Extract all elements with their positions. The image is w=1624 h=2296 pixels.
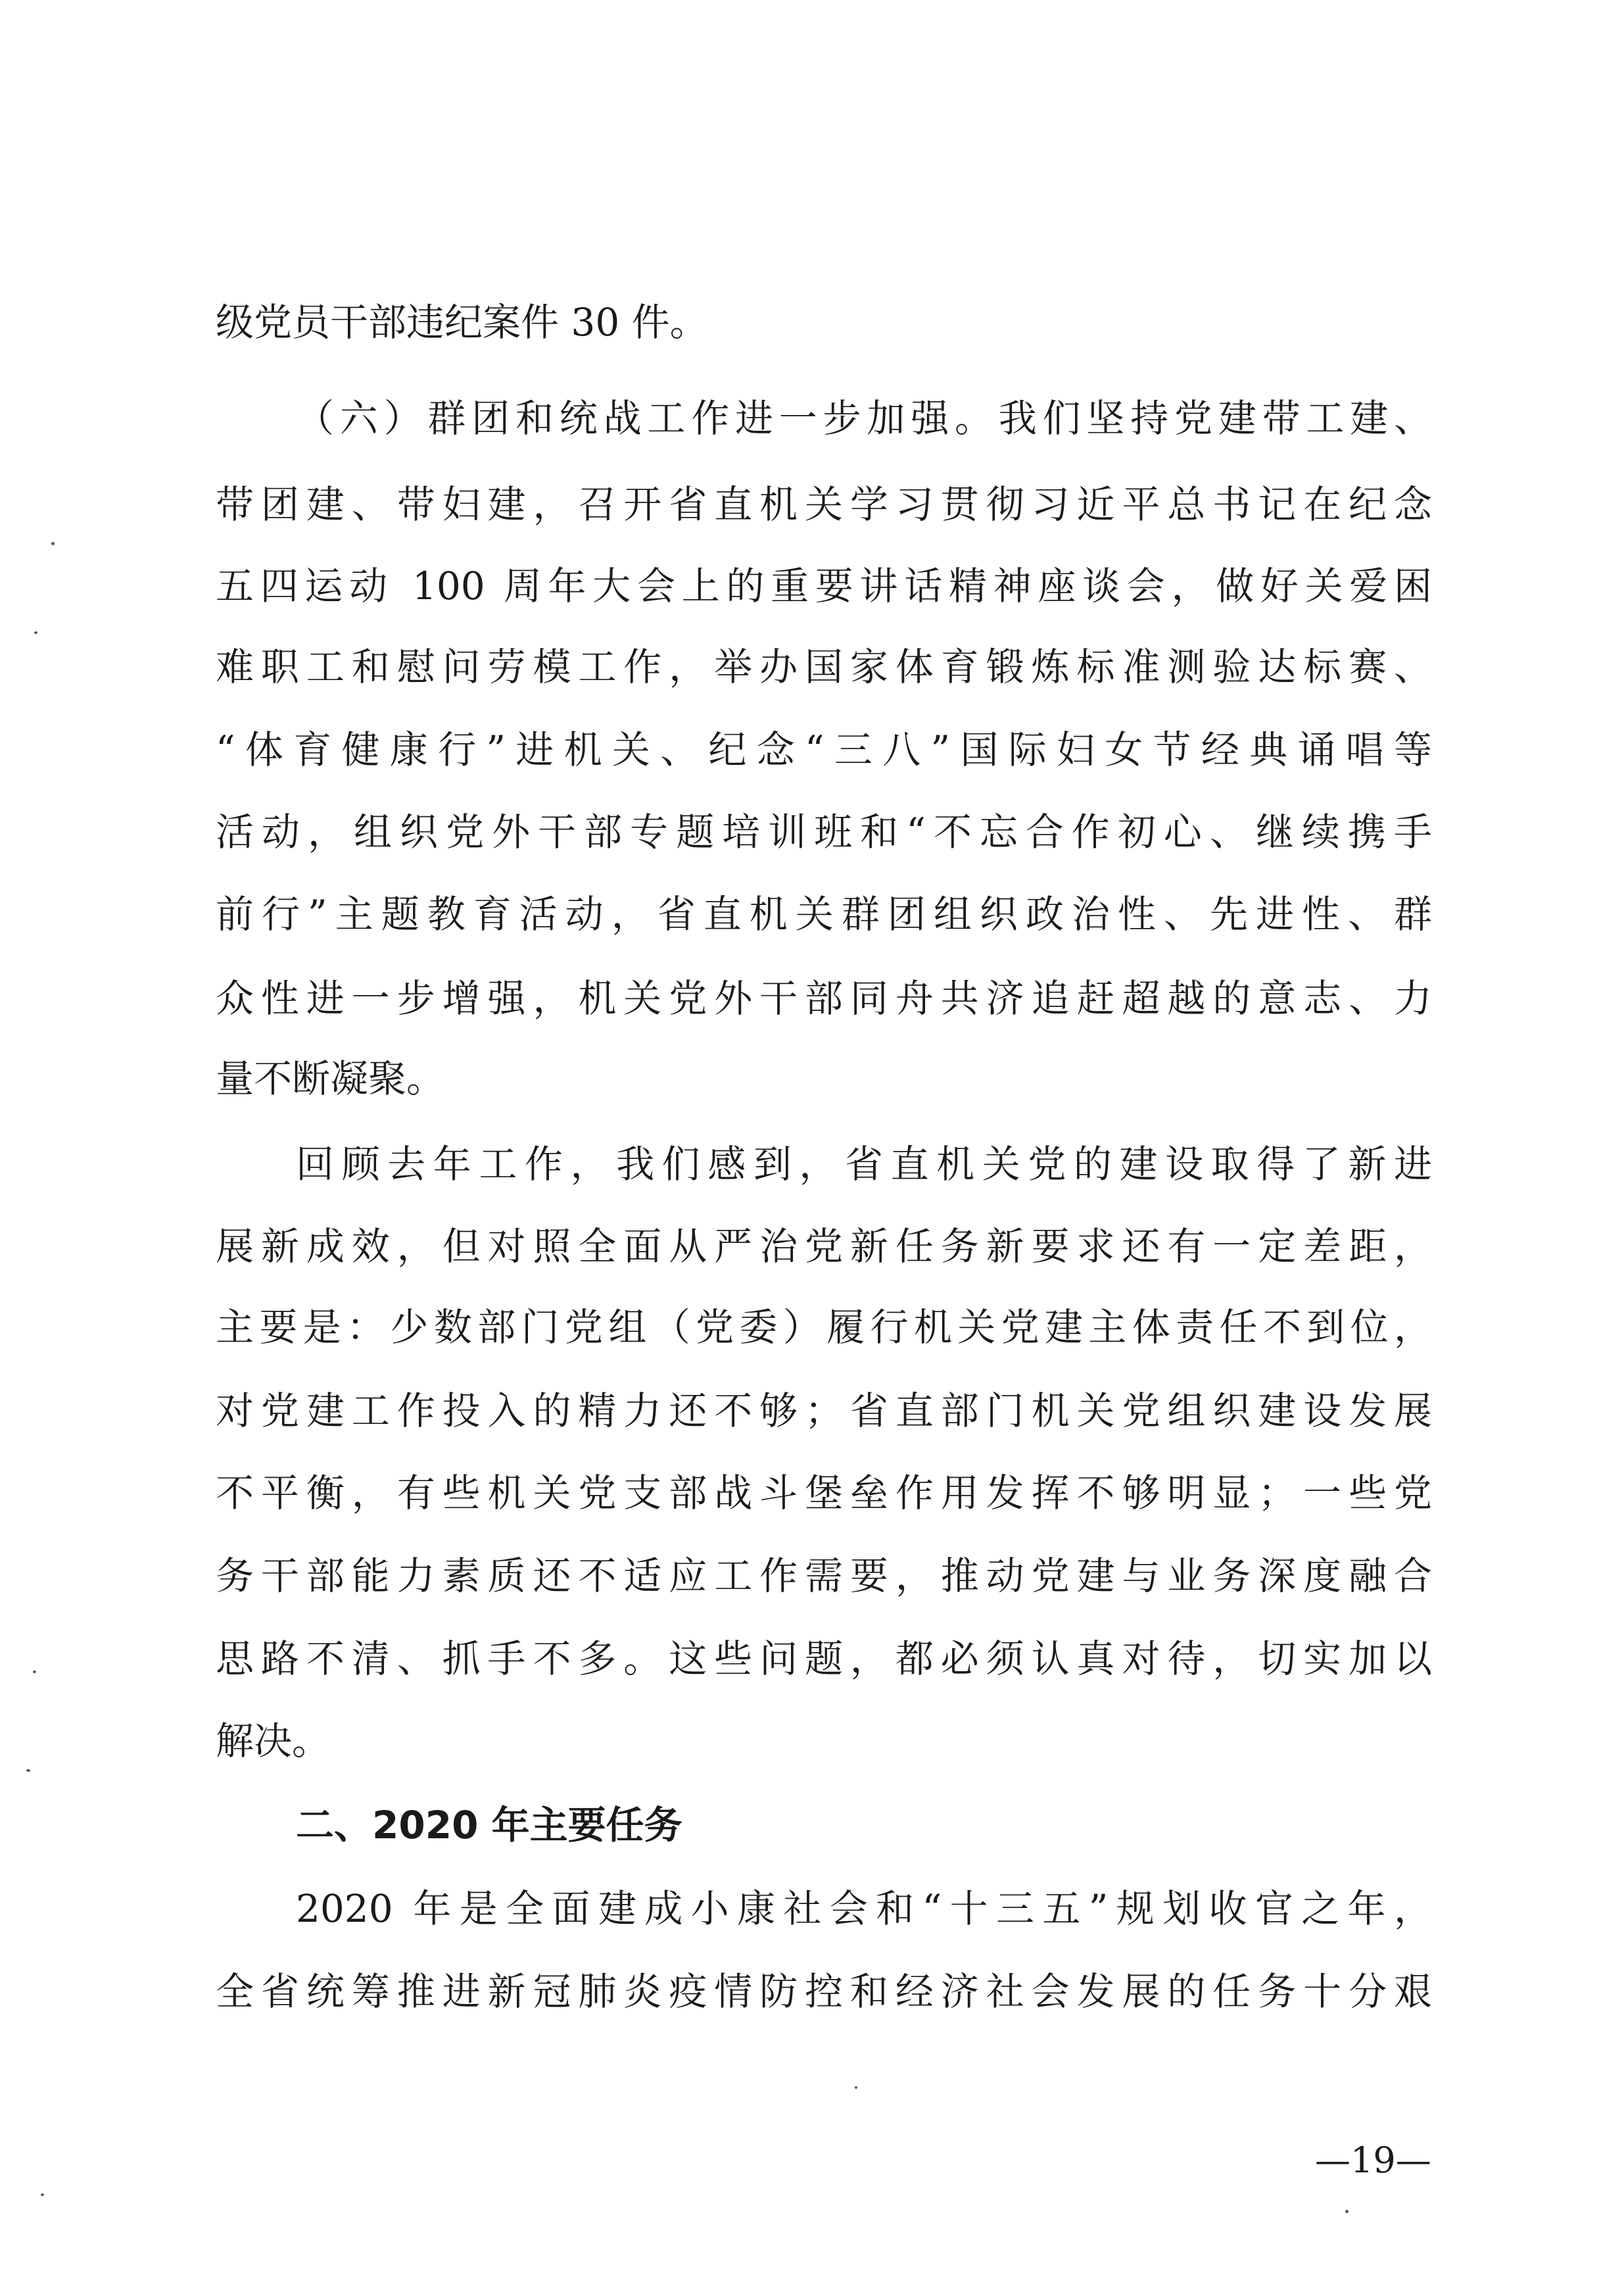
paragraph-line: 主要是：少数部门党组（党委）履行机关党建主体责任不到位， — [216, 1305, 1432, 1350]
paragraph-line: 众性进一步增强，机关党外干部同舟共济追赶超越的意志、力 — [216, 976, 1432, 1021]
scan-speck — [34, 631, 37, 634]
scan-speck — [51, 542, 55, 545]
paragraph-line: 解决。 — [216, 1719, 331, 1763]
scan-speck — [41, 2193, 44, 2196]
paragraph-line: 展新成效，但对照全面从严治党新任务新要求还有一定差距， — [216, 1224, 1432, 1269]
paragraph-line: “体育健康行”进机关、纪念“三八”国际妇女节经典诵唱等 — [216, 727, 1432, 772]
section-heading: 二、2020 年主要任务 — [296, 1803, 682, 1847]
paragraph-line: 前行”主题教育活动，省直机关群团组织政治性、先进性、群 — [216, 892, 1432, 937]
scan-speck — [33, 1671, 36, 1673]
scan-speck — [1345, 2210, 1349, 2213]
paragraph-line: 五四运动 100 周年大会上的重要讲话精神座谈会，做好关爱困 — [216, 564, 1432, 608]
paragraph-line: 思路不清、抓手不多。这些问题，都必须认真对待，切实加以 — [216, 1636, 1432, 1681]
paragraph-line: 全省统筹推进新冠肺炎疫情防控和经济社会发展的任务十分艰 — [216, 1969, 1432, 2014]
paragraph-line: 难职工和慰问劳模工作，举办国家体育锻炼标准测验达标赛、 — [216, 645, 1432, 689]
paragraph-line: 务干部能力素质还不适应工作需要，推动党建与业务深度融合 — [216, 1553, 1432, 1598]
paragraph-line: 带团建、带妇建，召开省直机关学习贯彻习近平总书记在纪念 — [216, 482, 1432, 527]
paragraph-line: 活动，组织党外干部专题培训班和“不忘合作初心、继续携手 — [216, 810, 1432, 854]
paragraph-line: （六）群团和统战工作进一步加强。我们坚持党建带工建、 — [296, 396, 1432, 441]
paragraph-line: 2020 年是全面建成小康社会和“十三五”规划收官之年， — [296, 1886, 1432, 1931]
scan-speck — [26, 1769, 30, 1772]
page-number: —19— — [1315, 2139, 1431, 2181]
paragraph-line: 量不断凝聚。 — [216, 1056, 445, 1101]
paragraph-line: 回顾去年工作，我们感到，省直机关党的建设取得了新进 — [296, 1142, 1432, 1186]
paragraph-line: 对党建工作投入的精力还不够；省直部门机关党组织建设发展 — [216, 1388, 1432, 1433]
scan-speck — [855, 2086, 857, 2089]
paragraph-line: 级党员干部违纪案件 30 件。 — [216, 300, 708, 345]
paragraph-line: 不平衡，有些机关党支部战斗堡垒作用发挥不够明显；一些党 — [216, 1471, 1432, 1515]
